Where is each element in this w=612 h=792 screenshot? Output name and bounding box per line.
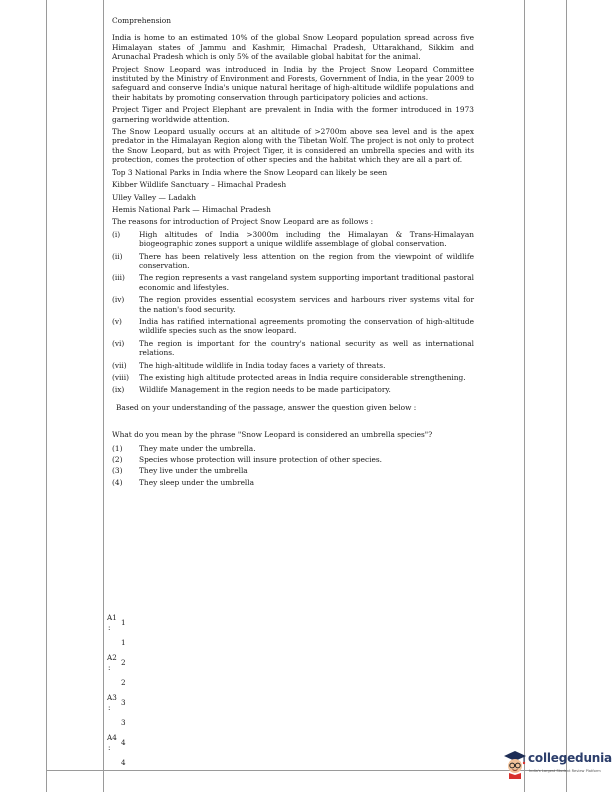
reason-item: (iii) The region represents a vast rangeland system supporting important traditional pastoral economic and lifestyles. — [112, 273, 474, 292]
national-park-item: Kibber Wildlife Sanctuary – Himachal Pradesh — [112, 180, 287, 190]
national-park-item: Hemis National Park — Himachal Pradesh — [112, 204, 271, 214]
option-4[interactable]: (4) They sleep under the umbrella — [112, 477, 255, 487]
answer-item: A3 : 3 3 — [107, 693, 126, 727]
answer-label: A3 — [107, 693, 117, 702]
frame-line-inner-left — [103, 0, 104, 792]
answer-label: A4 — [107, 733, 117, 742]
answer-value: 4 — [121, 758, 126, 767]
logo-tagline: India's Largest Student Review Platform — [529, 769, 601, 773]
answer-index: 1 — [121, 618, 126, 627]
question-content — [112, 16, 474, 489]
reason-item: (ix) Wildlife Management in the region needs to be made participatory. — [112, 385, 391, 395]
answer-item: A2 : 2 2 — [107, 653, 126, 687]
answer-index: 2 — [121, 658, 126, 667]
reason-item: (vi) The region is important for the country's national security as well as international relations. — [112, 338, 474, 358]
answer-index: 3 — [121, 698, 126, 707]
answer-value: 1 — [121, 638, 126, 647]
logo-wordmark: collegedunia — [528, 751, 612, 765]
reason-item: (vii) The high-altitude wildlife in India today faces a variety of threats. — [112, 360, 386, 370]
passage-paragraph: India is home to an estimated 10% of the global Snow Leopard population spread across five Himalayan states of Jammu and Kashmir, Himachal Pradesh, Uttarakhand, Sikkim and Arunachal Pradesh which is only 5% of the available global habitat for the animal. — [112, 33, 474, 62]
answer-label: A2 — [107, 653, 117, 662]
national-park-item: Ulley Valley — Ladakh — [112, 192, 196, 202]
graduate-mascot-icon — [502, 748, 528, 780]
options-list — [112, 444, 474, 488]
option-3[interactable]: (3) They live under the umbrella — [112, 466, 248, 476]
answer-item: A4 : 4 4 — [107, 733, 126, 767]
passage-paragraph: The Snow Leopard usually occurs at an altitude of >2700m above sea level and is the apex predator in the Himalayan Region along with the Tibetan Wolf. The project is not only to protect the Snow Leopard, but as with Project Tiger, it is considered an umbrella species and with its protection, comes the protection of other species and the habitat which they are all a part of. — [112, 127, 474, 165]
answer-value: 2 — [121, 678, 126, 687]
passage-paragraph: Project Tiger and Project Elephant are prevalent in India with the former introduced in 1973 garnering worldwide attention. — [112, 105, 474, 124]
answer-index: 4 — [121, 738, 126, 747]
instruction-text: Based on your understanding of the passage, answer the question given below : — [116, 402, 417, 412]
option-2[interactable]: (2) Species whose protection will insure protection of other species. — [112, 455, 382, 465]
passage-heading: Comprehension — [112, 16, 172, 25]
reasons-heading: The reasons for introduction of Project Snow Leopard are as follows : — [112, 217, 374, 227]
frame-line-right — [566, 0, 567, 792]
answer-label: A1 — [107, 613, 117, 622]
passage-paragraph: Project Snow Leopard was introduced in India by the Project Snow Leopard Committee instituted by the Ministry of Environment and Forests, Government of India, in the year 2009 to safeguard and conserve India's unique natural heritage of high-altitude wildlife populations and their habitats by promoting conservation through participatory policies and actions. — [112, 64, 474, 102]
question-text: What do you mean by the phrase "Snow Leopard is considered an umbrella species"? — [112, 430, 433, 440]
answer-item: A1 : 1 1 — [107, 613, 126, 647]
reason-item: (v) India has ratified international agreements promoting the conservation of high-altitude wildlife species such as the snow leopard. — [112, 316, 474, 336]
reason-item: (iv) The region provides essential ecosystem services and harbours river systems vital for the nation's food security. — [112, 295, 474, 314]
reason-item: (i) High altitudes of India >3000m including the Himalayan & Trans-Himalayan biogeographic zones support a unique wildlife assemblage of global conservation. — [112, 229, 474, 249]
option-1[interactable]: (1) They mate under the umbrella. — [112, 443, 256, 453]
national-parks-heading: Top 3 National Parks in India where the Snow Leopard can likely be seen — [112, 167, 388, 177]
reasons-list — [112, 230, 474, 395]
reason-item: (ii) There has been relatively less attention on the region from the viewpoint of wildlife conservation. — [112, 251, 474, 270]
frame-line-inner-right — [524, 0, 525, 792]
answer-value: 3 — [121, 718, 126, 727]
frame-line-left — [46, 0, 47, 792]
reason-item: (viii) The existing high altitude protected areas in India require considerable strengthening. — [112, 373, 466, 382]
collegedunia-logo — [502, 748, 612, 782]
